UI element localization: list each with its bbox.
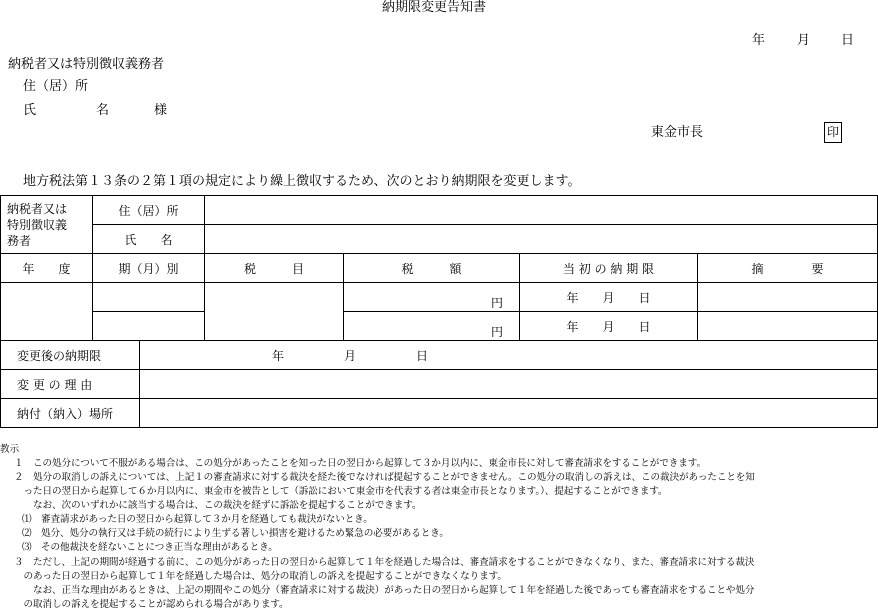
note-line-1: １ この処分について不服がある場合は、この処分があったことを知った日の翌日から起算して３か月以内に、東金市長に対して審査請求をすることができます。 (14, 458, 706, 469)
yen-unit-1: 円 (490, 296, 503, 310)
header-fiscal-year: 年 度 (1, 254, 93, 283)
taxpayer-label-line-2: 特別徴収義 (7, 217, 68, 232)
period-cell-1[interactable] (93, 283, 205, 312)
original-deadline-date-1: 年 月 日 (566, 290, 651, 305)
document-title: 納期限変更告知書 (382, 0, 487, 15)
original-deadline-cell-2[interactable] (520, 312, 698, 341)
reason-label: 変 更 の 理 由 (1, 370, 140, 398)
remarks-cell-1[interactable] (698, 283, 878, 312)
header-tax-amount: 税 額 (344, 254, 520, 283)
form-table (0, 195, 878, 428)
reason-row (1, 370, 878, 399)
original-deadline-cell-1[interactable] (520, 283, 698, 312)
payment-place-row (1, 399, 878, 428)
note-item-3: ⑶ その他裁決を経ないことにつき正当な理由があるとき。 (22, 542, 278, 553)
header-tax-item: 税 目 (205, 254, 344, 283)
seal-stamp: 印 (824, 122, 842, 143)
taxpayer-label-line-3: 務者 (7, 233, 32, 248)
yen-unit-2: 円 (490, 325, 503, 339)
date-month: 月 (797, 33, 811, 48)
fiscal-year-cell[interactable] (1, 283, 93, 341)
header-period: 期（月）別 (93, 254, 205, 283)
tax-amount-cell-1[interactable] (344, 283, 520, 312)
notes-title: 教示 (0, 444, 19, 455)
changed-deadline-date[interactable]: 年 月 日 (272, 348, 429, 363)
table-address-label: 住（居）所 (93, 196, 205, 225)
taxpayer-label-line-1: 納税者又は (7, 201, 68, 216)
name-label: 氏 (23, 103, 37, 118)
address-value-cell[interactable] (205, 196, 878, 225)
note-line-4: なお、次のいずれかに該当する場合は、この裁決を経ずに訴訟を提起することができます。 (14, 500, 422, 511)
date-day: 日 (841, 33, 855, 48)
note-line-2: ２ 処分の取消しの訴えについては、上記１の審査請求に対する裁決を経た後でなければ提起することができません。この処分の取消しの訴えは、この裁決があったことを知 (14, 472, 755, 483)
header-original-deadline: 当 初 の 納 期 限 (520, 254, 698, 283)
tax-amount-cell-2[interactable] (344, 312, 520, 341)
note-item-1: ⑴ 審査請求があった日の翌日から起算して３か月を経過しても裁決がないとき。 (22, 514, 373, 525)
note-line-6: のあった日の翌日から起算して１年を経過した場合は、処分の取消しの訴えを提起することができなくなります。 (14, 571, 507, 582)
name-label-2: 名 (96, 103, 110, 118)
changed-deadline-row (1, 341, 878, 370)
table-name-label: 氏 名 (93, 225, 205, 254)
date-year: 年 (752, 33, 766, 48)
intro-text: 地方税法第１３条の２第１項の規定により繰上徴収するため、次のとおり納期限を変更します。 (23, 174, 581, 189)
name-value-cell[interactable] (205, 225, 878, 254)
taxpayer-label-cell (1, 196, 93, 254)
original-deadline-date-2: 年 月 日 (566, 319, 651, 334)
note-line-5: ３ ただし、上記の期間が経過する前に、この処分があった日の翌日から起算して１年を経過した場合は、審査請求をすることができなくなり、また、審査請求に対する裁決 (14, 557, 755, 568)
changed-deadline-label: 変更後の納期限 (1, 341, 140, 369)
period-cell-2[interactable] (93, 312, 205, 341)
honorific: 様 (154, 103, 168, 118)
note-line-7: なお、正当な理由があるときは、上記の期間やこの処分（審査請求に対する裁決）があった日の翌日から起算して１年を経過した後であっても審査請求をすることや処分 (14, 585, 755, 596)
payment-place-value[interactable] (140, 399, 877, 427)
reason-value[interactable] (140, 370, 877, 398)
tax-item-cell[interactable] (205, 283, 344, 341)
note-item-2: ⑵ 処分、処分の執行又は手続の続行により生ずる著しい損害を避けるため緊急の必要があるとき。 (22, 528, 449, 539)
issuer: 東金市長 (651, 125, 704, 140)
address-label: 住（居）所 (23, 79, 89, 94)
remarks-cell-2[interactable] (698, 312, 878, 341)
note-line-3: った日の翌日から起算して６か月以内に、東金市を被告として（訴訟において東金市を代表する者は東金市長となります。）、提起することができます。 (14, 486, 668, 497)
addressee-heading: 納税者又は特別徴収義務者 (8, 57, 165, 72)
note-line-8: の取消しの訴えを提起することが認められる場合があります。 (14, 599, 289, 610)
header-remarks: 摘 要 (698, 254, 878, 283)
payment-place-label: 納付（納入）場所 (1, 399, 140, 427)
